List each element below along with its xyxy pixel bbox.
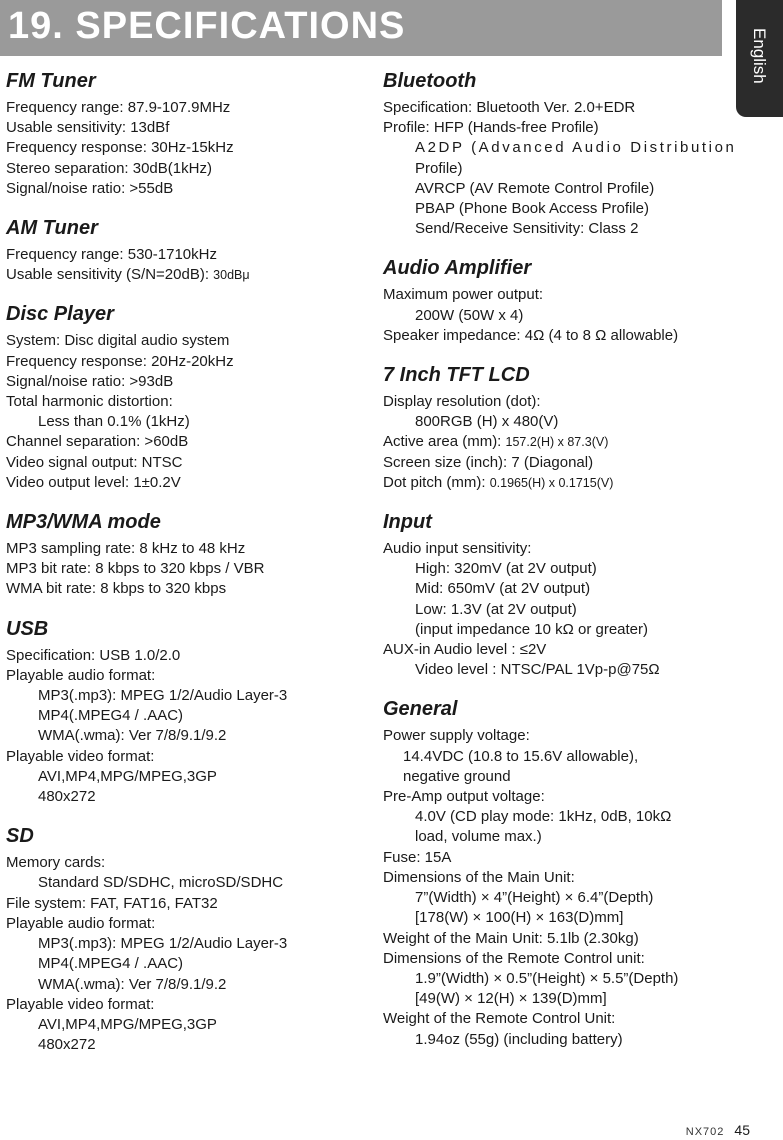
spec-line: System: Disc digital audio system — [6, 332, 230, 350]
disc-player-section — [6, 299, 346, 493]
spec-line: Less than 0.1% (1kHz) — [38, 413, 190, 431]
language-tab-label: English — [750, 28, 769, 84]
spec-line: Channel separation: >60dB — [6, 433, 189, 451]
spec-line: Weight of the Remote Control Unit: — [383, 1010, 616, 1028]
spec-line: 800RGB (H) x 480(V) — [415, 413, 559, 431]
spec-line: [178(W) × 100(H) × 163(D)mm] — [415, 909, 624, 927]
spec-line: 4.0V (CD play mode: 1kHz, 0dB, 10kΩ — [415, 808, 672, 826]
spec-line — [383, 473, 723, 493]
spec-line: MP3 bit rate: 8 kbps to 320 kbps / VBR — [6, 560, 265, 578]
spec-line: 14.4VDC (10.8 to 15.6V allowable), — [403, 747, 639, 765]
spec-line: Profile: HFP (Hands-free Profile) — [383, 119, 599, 137]
general-section — [383, 694, 723, 1049]
spec-line: Video level : NTSC/PAL 1Vp-p@75Ω — [415, 661, 660, 679]
spec-line: 480x272 — [38, 1036, 96, 1054]
spec-line: AUX-in Audio level : ≤2V — [383, 641, 547, 659]
spec-line: 1.9”(Width) × 0.5”(Height) × 5.5”(Depth) — [415, 969, 679, 987]
model-name: NX702 — [685, 1126, 725, 1138]
spec-line: Specification: Bluetooth Ver. 2.0+EDR — [383, 99, 636, 116]
spec-line: Video output level: 1±0.2V — [6, 473, 181, 491]
section-title: MP3/WMA mode — [6, 511, 161, 534]
audio-amplifier-section — [383, 253, 723, 346]
spec-value: 30dBμ — [213, 268, 250, 283]
input-section — [383, 507, 723, 680]
spec-line: Playable video format: — [6, 747, 155, 765]
spec-line: WMA(.wma): Ver 7/8/9.1/9.2 — [38, 727, 227, 745]
sd-section — [6, 821, 346, 1055]
spec-line: Playable audio format: — [6, 666, 156, 684]
spec-line: Playable video format: — [6, 995, 155, 1013]
section-title: Bluetooth — [383, 70, 477, 92]
spec-line: File system: FAT, FAT16, FAT32 — [6, 894, 218, 912]
section-title: General — [383, 698, 458, 721]
spec-value: 157.2(H) x 87.3(V) — [505, 435, 609, 450]
spec-line: Send/Receive Sensitivity: Class 2 — [415, 220, 639, 238]
spec-line: Signal/noise ratio: >93dB — [6, 372, 174, 390]
spec-line — [6, 265, 346, 285]
left-column — [6, 66, 346, 1069]
spec-line — [383, 432, 723, 452]
right-column — [383, 66, 737, 1064]
spec-line: MP4(.MPEG4 / .AAC) — [38, 707, 184, 725]
spec-line: Dimensions of the Remote Control unit: — [383, 949, 645, 967]
spec-line: Audio input sensitivity: — [383, 540, 532, 558]
spec-line: Frequency response: 30Hz-15kHz — [6, 139, 234, 157]
spec-line: Weight of the Main Unit: 5.1lb (2.30kg) — [383, 929, 639, 947]
spec-line: Display resolution (dot): — [383, 393, 541, 411]
section-title: 7 Inch TFT LCD — [383, 364, 530, 387]
page-header-bar — [0, 0, 722, 56]
fm-tuner-section — [6, 66, 346, 199]
spec-line: Power supply voltage: — [383, 727, 530, 745]
mp3-wma-section — [6, 507, 346, 600]
spec-line: Frequency range: 87.9-107.9MHz — [6, 99, 231, 116]
spec-line: MP3(.mp3): MPEG 1/2/Audio Layer-3 — [38, 687, 288, 705]
spec-line: Dimensions of the Main Unit: — [383, 868, 575, 886]
am-tuner-section — [6, 213, 346, 285]
spec-line: Frequency range: 530-1710kHz — [6, 246, 217, 264]
spec-line: MP3 sampling rate: 8 kHz to 48 kHz — [6, 540, 246, 558]
spec-label: Dot pitch (mm): — [383, 473, 490, 491]
spec-line: A2DP (Advanced Audio Distribution — [415, 139, 737, 157]
spec-line: 7”(Width) × 4”(Height) × 6.4”(Depth) — [415, 889, 654, 907]
spec-line: High: 320mV (at 2V output) — [415, 560, 597, 578]
spec-line: Low: 1.3V (at 2V output) — [415, 600, 577, 618]
spec-line: Signal/noise ratio: >55dB — [6, 179, 174, 197]
spec-line: Stereo separation: 30dB(1kHz) — [6, 159, 212, 177]
spec-line: load, volume max.) — [415, 828, 542, 846]
spec-line: Standard SD/SDHC, microSD/SDHC — [38, 874, 284, 892]
spec-line: Fuse: 15A — [383, 848, 452, 866]
spec-line: Usable sensitivity: 13dBf — [6, 119, 170, 137]
spec-line: Memory cards: — [6, 854, 106, 872]
spec-line: AVI,MP4,MPG/MPEG,3GP — [38, 767, 217, 785]
tft-lcd-section — [383, 360, 723, 493]
usb-section — [6, 614, 346, 808]
spec-line: AVRCP (AV Remote Control Profile) — [415, 179, 655, 197]
section-title: AM Tuner — [6, 217, 98, 240]
spec-line: PBAP (Phone Book Access Profile) — [415, 200, 650, 218]
section-title: FM Tuner — [6, 70, 96, 92]
spec-line: Profile) — [415, 159, 463, 177]
spec-line: 1.94oz (55g) (including battery) — [415, 1030, 623, 1048]
spec-line: MP4(.MPEG4 / .AAC) — [38, 955, 184, 973]
spec-line: Specification: USB 1.0/2.0 — [6, 646, 181, 664]
spec-line: Total harmonic distortion: — [6, 393, 173, 411]
spec-line: Playable audio format: — [6, 914, 156, 932]
spec-line: (input impedance 10 kΩ or greater) — [415, 620, 648, 638]
page-footer — [686, 1122, 750, 1140]
spec-line: Speaker impedance: 4Ω (4 to 8 Ω allowable) — [383, 326, 679, 344]
spec-line: WMA(.wma): Ver 7/8/9.1/9.2 — [38, 975, 227, 993]
spec-line: [49(W) × 12(H) × 139(D)mm] — [415, 990, 607, 1008]
spec-line: Screen size (inch): 7 (Diagonal) — [383, 453, 594, 471]
bluetooth-section — [383, 66, 737, 239]
spec-line: WMA bit rate: 8 kbps to 320 kbps — [6, 580, 227, 598]
page-number: 45 — [734, 1122, 750, 1138]
spec-line: Mid: 650mV (at 2V output) — [415, 580, 591, 598]
section-title: Audio Amplifier — [383, 257, 532, 280]
section-title: Disc Player — [6, 303, 114, 326]
section-title: SD — [6, 825, 34, 848]
page-title: 19. SPECIFICATIONS — [8, 5, 406, 47]
spec-line: Maximum power output: — [383, 286, 544, 304]
spec-label: Usable sensitivity (S/N=20dB): — [6, 266, 214, 284]
spec-line: 480x272 — [38, 788, 96, 806]
spec-value: 0.1965(H) x 0.1715(V) — [489, 475, 614, 490]
spec-line: Pre-Amp output voltage: — [383, 788, 545, 806]
spec-line: Video signal output: NTSC — [6, 453, 183, 471]
spec-line: AVI,MP4,MPG/MPEG,3GP — [38, 1015, 217, 1033]
spec-line: 200W (50W x 4) — [415, 306, 524, 324]
spec-line: negative ground — [403, 767, 511, 785]
section-title: Input — [383, 511, 432, 534]
spec-label: Active area (mm): — [383, 433, 506, 451]
spec-line: Frequency response: 20Hz-20kHz — [6, 352, 234, 370]
section-title: USB — [6, 617, 49, 640]
spec-line: MP3(.mp3): MPEG 1/2/Audio Layer-3 — [38, 935, 288, 953]
